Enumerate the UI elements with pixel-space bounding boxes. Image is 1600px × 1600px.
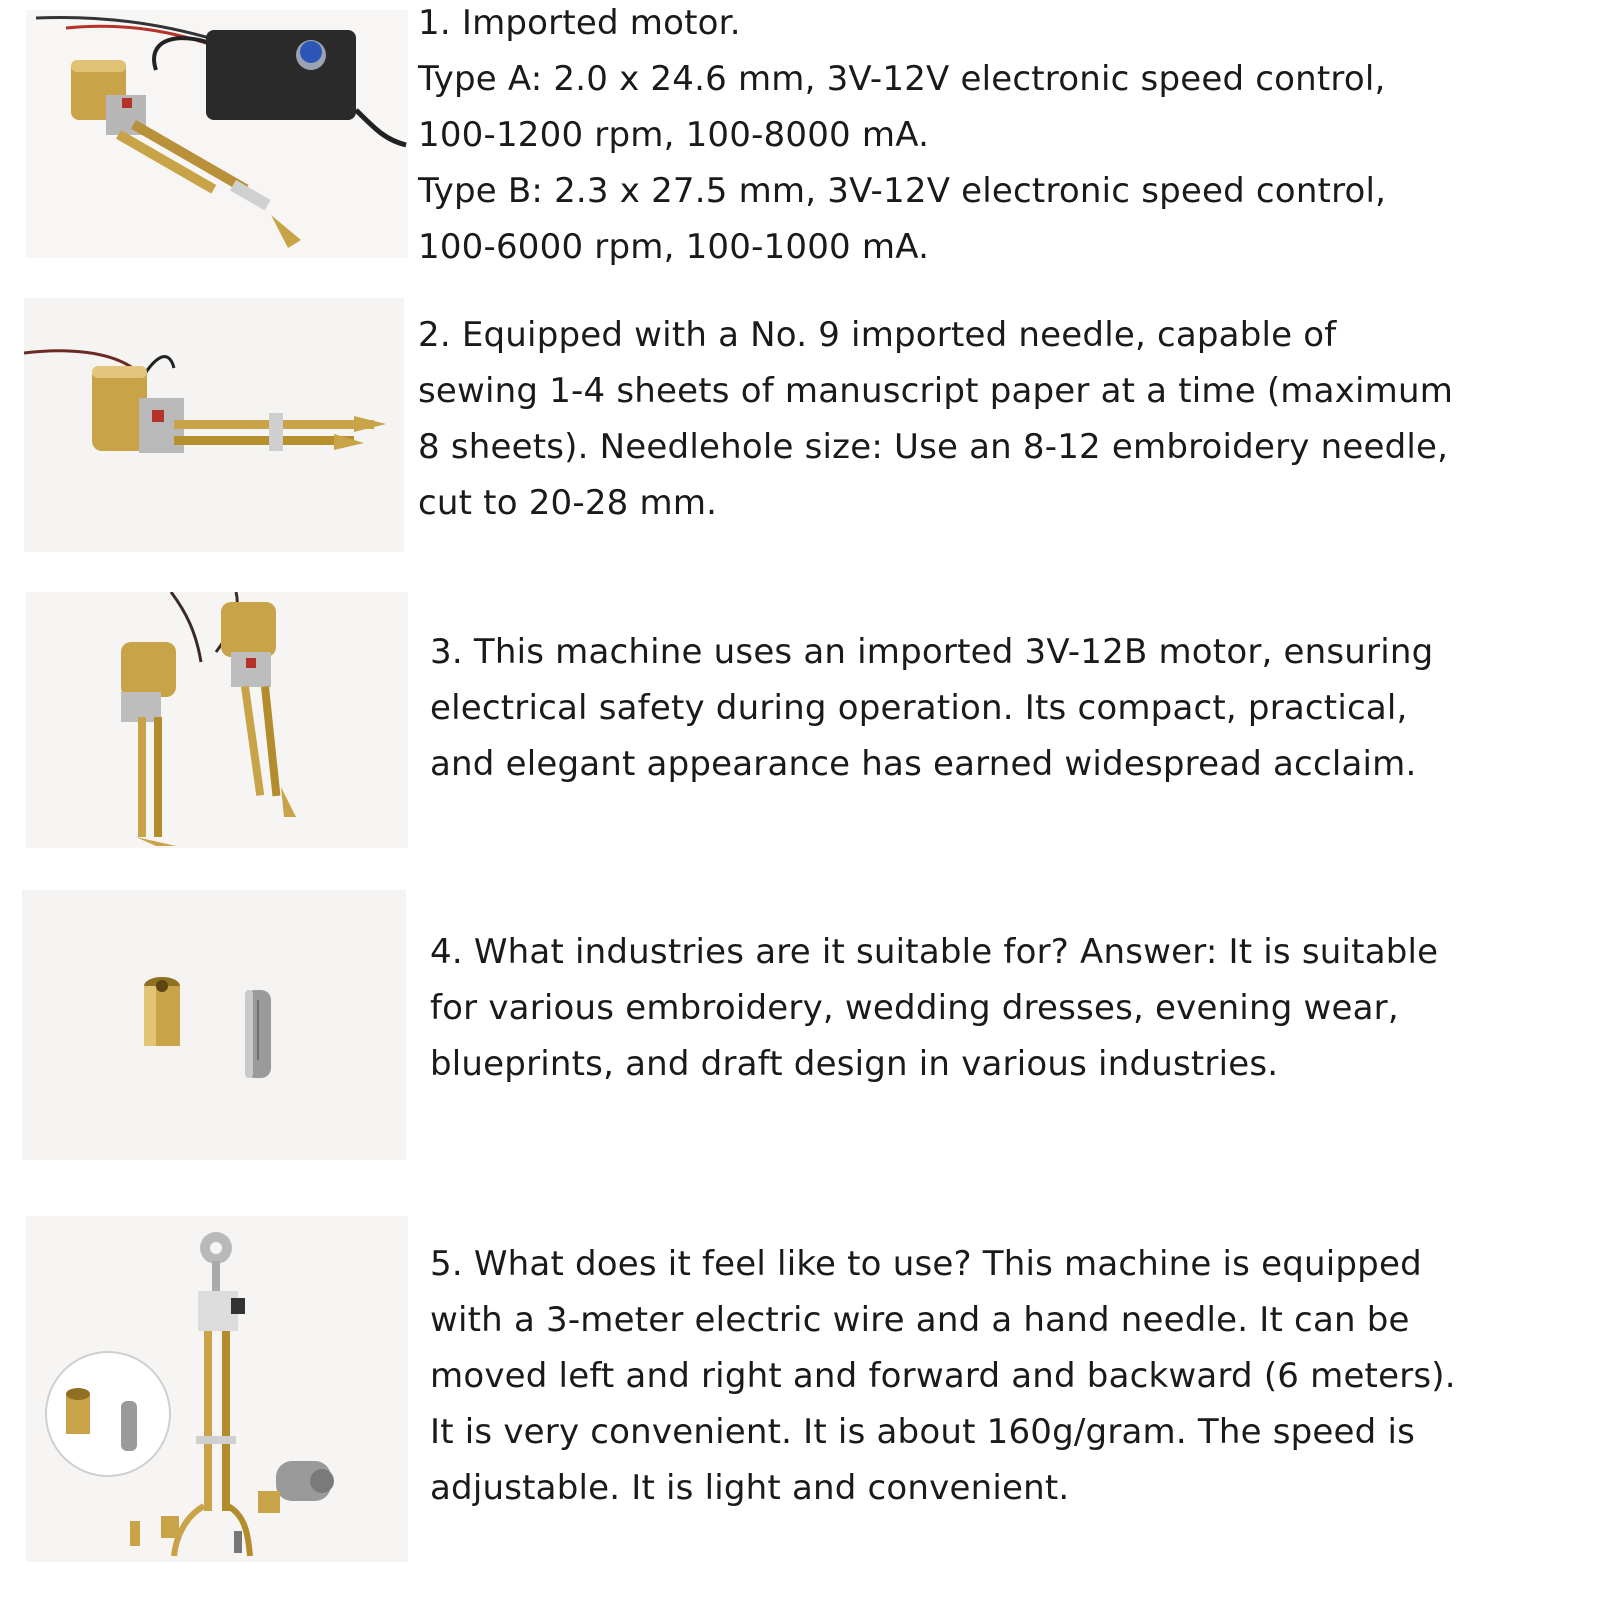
spec-section-2 [0,290,1600,560]
text-line: electrical safety during operation. Its compact, practical, [430,688,1408,728]
text-line: moved left and right and forward and backward (6 meters). [430,1356,1456,1396]
spec-section-4 [0,890,1600,1190]
spec-section-1 [0,0,1600,280]
section-3-text [430,624,1433,792]
text-line: 8 sheets). Needlehole size: Use an 8-12 embroidery needle, [418,427,1449,467]
text-line: It is very convenient. It is about 160g/gram. The speed is [430,1412,1415,1452]
text-line: with a 3-meter electric wire and a hand needle. It can be [430,1300,1410,1340]
text-line: 3. This machine uses an imported 3V-12B motor, ensuring [430,632,1434,672]
section-5-text [430,1236,1456,1516]
product-photo-assembled-machine-with-parts [26,1216,408,1562]
section-2-text [418,307,1453,531]
text-line: blueprints, and draft design in various industries. [430,1044,1279,1084]
text-line: for various embroidery, wedding dresses, evening wear, [430,988,1399,1028]
product-photo-two-machines [26,592,408,848]
text-line: 4. What industries are it suitable for? Answer: It is suitable [430,932,1439,972]
product-photo-motor-with-adapter [26,10,408,258]
text-line: 2. Equipped with a No. 9 imported needle, capable of [418,315,1337,355]
text-line: cut to 20-28 mm. [418,483,718,523]
text-line: Type A: 2.0 x 24.6 mm, 3V-12V electronic speed control, [418,59,1386,99]
product-photo-needle-side-view [24,298,404,552]
text-line: 1. Imported motor. [418,3,741,43]
text-line: Type B: 2.3 x 27.5 mm, 3V-12V electronic speed control, [418,171,1387,211]
text-line: sewing 1-4 sheets of manuscript paper at a time (maximum [418,371,1454,411]
section-4-text [430,924,1438,1092]
spec-section-3 [0,590,1600,860]
spec-section-5 [0,1208,1600,1598]
text-line: and elegant appearance has earned widespread acclaim. [430,744,1417,784]
text-line: adjustable. It is light and convenient. [430,1468,1070,1508]
section-1-text [418,0,1386,275]
text-line: 5. What does it feel like to use? This machine is equipped [430,1244,1422,1284]
text-line: 100-1200 rpm, 100-8000 mA. [418,115,930,155]
text-line: 100-6000 rpm, 100-1000 mA. [418,227,930,267]
product-photo-brass-and-steel-parts [22,890,406,1160]
